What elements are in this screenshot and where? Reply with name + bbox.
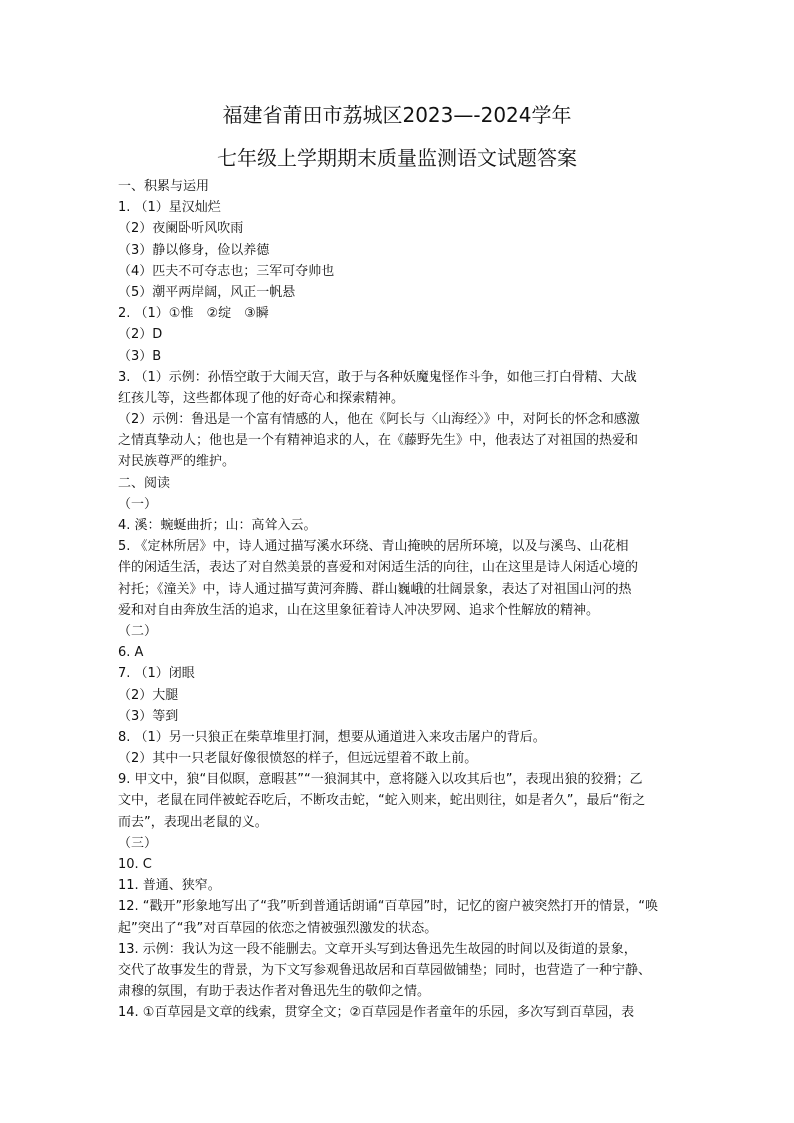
answer-line: 交代了故事发生的背景，为下文写参观鲁迅故居和百草园做铺垫；同时，也营造了一种宁静、 — [118, 962, 652, 978]
document-title-line2: 七年级上学期期末质量监测语文试题答案 — [217, 146, 577, 170]
answer-line: 4. 溪：蜿蜒曲折；山：高耸入云。 — [118, 518, 317, 533]
answer-line: 6. A — [118, 645, 144, 661]
answer-line: 之情真挚动人；他也是一个有精神追求的人，在《藤野先生》中，他表达了对祖国的热爱和 — [118, 433, 639, 449]
answer-line: 13. 示例：我认为这一段不能删去。文章开头写到达鲁迅先生故园的时间以及街道的景象， — [118, 941, 637, 957]
answer-line: （2）夜阑卧听风吹雨 — [118, 221, 244, 237]
answer-line: （4）匹夫不可夺志也；三军可夺帅也 — [118, 263, 335, 279]
answer-line: 伴的闲适生活，表达了对自然美景的喜爱和对闲适生活的向往，山在这里是诗人闲适心境的 — [118, 560, 639, 576]
subsection-heading: （三） — [118, 835, 158, 851]
answer-line: （3）等到 — [118, 708, 179, 724]
answer-line: 3. （1）示例：孙悟空敢于大闹天宫，敢于与各种妖魔鬼怪作斗争，如他三打白骨精、大战 — [118, 369, 637, 385]
answer-line: 爱和对自由奔放生活的追求，山在这里象征着诗人冲决罗网、追求个性解放的精神。 — [118, 602, 600, 618]
answer-line: 11. 普通、狭窄。 — [118, 878, 221, 894]
section-heading: 二、阅读 — [118, 475, 171, 491]
answer-line: 文中，老鼠在同伴被蛇吞吃后，不断攻击蛇，“蛇入则来，蛇出则往，如是者久”，最后“衔之 — [118, 793, 646, 809]
answer-line: （3）B — [118, 348, 162, 364]
answer-line: 肃穆的氛围，有助于表达作者对鲁迅先生的敬仰之情。 — [118, 984, 431, 1000]
subsection-heading: （二） — [118, 623, 158, 639]
answer-line: 红孩儿等，这些都体现了他的好奇心和探索精神。 — [118, 390, 405, 406]
answer-content — [118, 176, 678, 1024]
answer-line: （2）D — [118, 327, 163, 343]
answer-line: 5. 《定林所居》中，诗人通过描写溪水环绕、青山掩映的居所环境，以及与溪鸟、山花相 — [118, 539, 629, 555]
answer-line: 12. “戳开”形象地写出了“我”听到普通话朗诵“百草园”时，记忆的窗户被突然打开的情景，“唤 — [118, 899, 658, 915]
section-heading: 一、积累与运用 — [118, 179, 210, 194]
answer-line: 14. ①百草园是文章的线索，贯穿全文；②百草园是作者童年的乐园，多次写到百草园，表 — [118, 1005, 635, 1021]
answer-line: 1. （1）星汉灿烂 — [118, 200, 221, 216]
answer-line: （5）潮平两岸阔，风正一帆悬 — [118, 284, 296, 300]
answer-line: 10. C — [118, 857, 152, 872]
answer-line: 8. （1）另一只狼正在柴草堆里打洞，想要从通道进入来攻击屠户的背后。 — [118, 729, 546, 745]
subsection-heading: （一） — [118, 496, 158, 512]
document-title-line1: 福建省莆田市荔城区2023—-2024学年 — [222, 103, 572, 127]
answer-line: （2）大腿 — [118, 687, 179, 703]
answer-line: （2）示例：鲁迅是一个富有情感的人，他在《阿长与〈山海经〉》中，对阿长的怀念和感激 — [118, 412, 640, 428]
answer-line: 衬托；《潼关》中，诗人通过描写黄河奔腾、群山巍峨的壮阔景象，表达了对祖国山河的热 — [118, 581, 632, 597]
answer-line: 起”突出了“我”对百草园的依恋之情被强烈激发的状态。 — [118, 920, 438, 936]
answer-line: （3）静以修身，俭以养德 — [118, 242, 270, 258]
answer-line: 7. （1）闭眼 — [118, 666, 195, 682]
answer-line: 对民族尊严的维护。 — [118, 454, 236, 470]
answer-line: 2. （1）①惟 ②绽 ③瞬 — [118, 306, 269, 322]
answer-line: 而去”，表现出老鼠的义。 — [118, 814, 268, 830]
answer-line: 9. 甲文中，狼“目似瞑，意暇甚”“一狼洞其中，意将隧入以攻其后也”，表现出狼的狡猾；乙 — [118, 772, 643, 788]
answer-line: （2）其中一只老鼠好像很愤怒的样子，但远远望着不敢上前。 — [118, 751, 478, 767]
